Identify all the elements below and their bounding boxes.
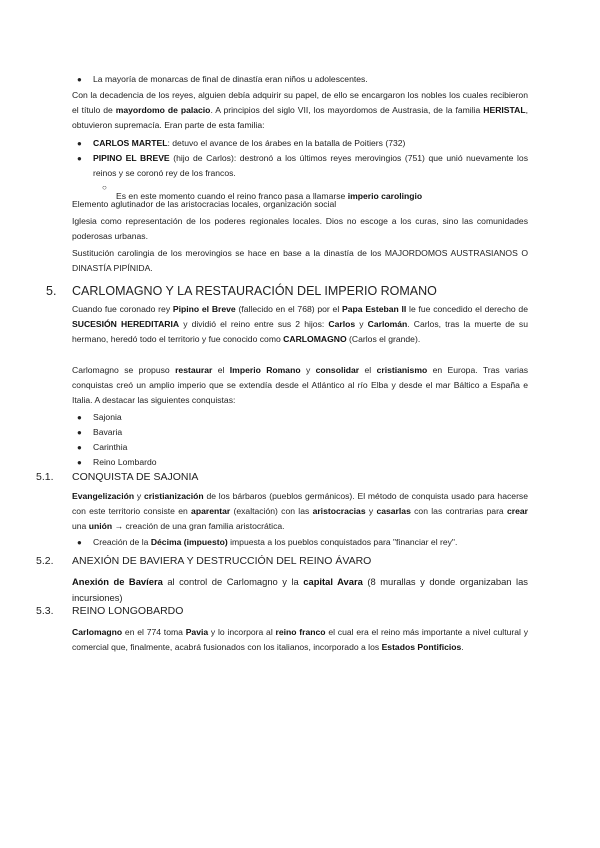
section-number: 5. [46,284,57,298]
list-item-pipino: PIPINO EL BREVE (hijo de Carlos): destronó a los últimos reyes merovingios (751) que unió nuevamente los reinos y se coronó rey de los francos. [93,153,528,179]
list-item-conquest: Reino Lombardo [93,457,157,467]
subsection-title-longobardo: REINO LONGOBARDO [72,605,184,617]
bullet: ● [77,428,82,437]
paragraph-sustitucion: Sustitución carolingia de los merovingios se hace en base a la dinastía de los MAJORDOMOS AUSTRASIANOS O DINASTÍA PIPÍNIDA. [72,248,528,274]
subsection-number: 5.1. [36,471,54,483]
paragraph-iglesia: Iglesia como representación de los poderes regionales locales. Dios no escoge a los curas, sino las comunidades poderosas urbanas. [72,216,528,242]
circle-bullet: ○ [102,183,107,192]
bullet: ● [77,413,82,422]
list-item-carlos-martel: CARLOS MARTEL: detuvo el avance de los árabes en la batalla de Poitiers (732) [93,138,406,148]
paragraph-sajonia: Evangelización y cristianización de los bárbaros (pueblos germánicos). El método de conquista usado para hacerse con este territorio consiste en aparentar (exaltación) con las aristocracias y casarlas con las contrarias para crear una unión → creación de una gran familia aristocrática. [72,491,529,532]
paragraph-conquistas: Carlomagno se propuso restaurar el Imperio Romano y consolidar el cristianismo en Europa. Tras varias conquistas creó un amplio imperio que se extendía desde el Atlántico al río Elba y desde el mar Báltico a España e Italia. A destacar las siguientes conquistas: [72,365,529,406]
paragraph-longobardo: Carlomagno en el 774 toma Pavia y lo incorpora al reino franco el cual era el reino más importante a nivel cultural y comercial que, finalmente, acabrá fusionados con los italianos, incorporado a los Estados Pontificios. [72,627,528,653]
subsection-number: 5.2. [36,555,54,567]
list-item-decima: Creación de la Décima (impuesto) impuesta a los pueblos conquistados para "financiar el rey". [93,537,458,547]
subsection-title-baviera: ANEXIÓN DE BAVIERA Y DESTRUCCIÓN DEL REINO ÁVARO [72,555,372,567]
list-item-conquest: Carinthia [93,442,128,452]
list-item-conquest: Sajonia [93,412,122,422]
paragraph-baviera: Anexión de Bavíera al control de Carlomagno y la capital Avara (8 murallas y donde organizaban las incursiones) [72,576,528,603]
bullet: ● [77,139,82,148]
list-item: La mayoría de monarcas de final de dinastía eran niños u adolescentes. [93,74,368,84]
bullet: ● [77,443,82,452]
subsection-title-sajonia: CONQUISTA DE SAJONIA [72,471,199,483]
subsection-number: 5.3. [36,605,54,617]
section-title-carlomagno: CARLOMAGNO Y LA RESTAURACIÓN DEL IMPERIO ROMANO [72,284,437,298]
bullet: ● [77,154,82,163]
list-item-conquest: Bavaria [93,427,123,437]
paragraph-aglutinador: Elemento aglutinador de las aristocracias locales, organización social [72,199,337,209]
bullet: ● [77,538,82,547]
bullet: ● [77,458,82,467]
bullet: ● [77,75,82,84]
paragraph-decadencia: Con la decadencia de los reyes, alguien debía adquirir su papel, de ello se encargaron los nobles los cuales recibieron el título de mayordomo de palacio. A principios del siglo VII, los mayordomos de Austrasia, de la familia HERISTAL, obtuvieron supremacía. Eran parte de esta familia: [72,90,528,131]
paragraph-coronacion: Cuando fue coronado rey Pipino el Breve (fallecido en el 768) por el Papa Esteban II le fue concedido el derecho de SUCESIÓN HEREDITARIA y dividió el reino entre sus 2 hijos: Carlos y Carlomán. Carlos, tras la muerte de su hermano, heredó todo el territorio y fue conocido como CARLOMAGNO (Carlos el grande). [72,304,528,345]
sub-list-item: Es en este momento cuando el reino franco pasa a llamarse imperio carolingio [116,190,423,201]
